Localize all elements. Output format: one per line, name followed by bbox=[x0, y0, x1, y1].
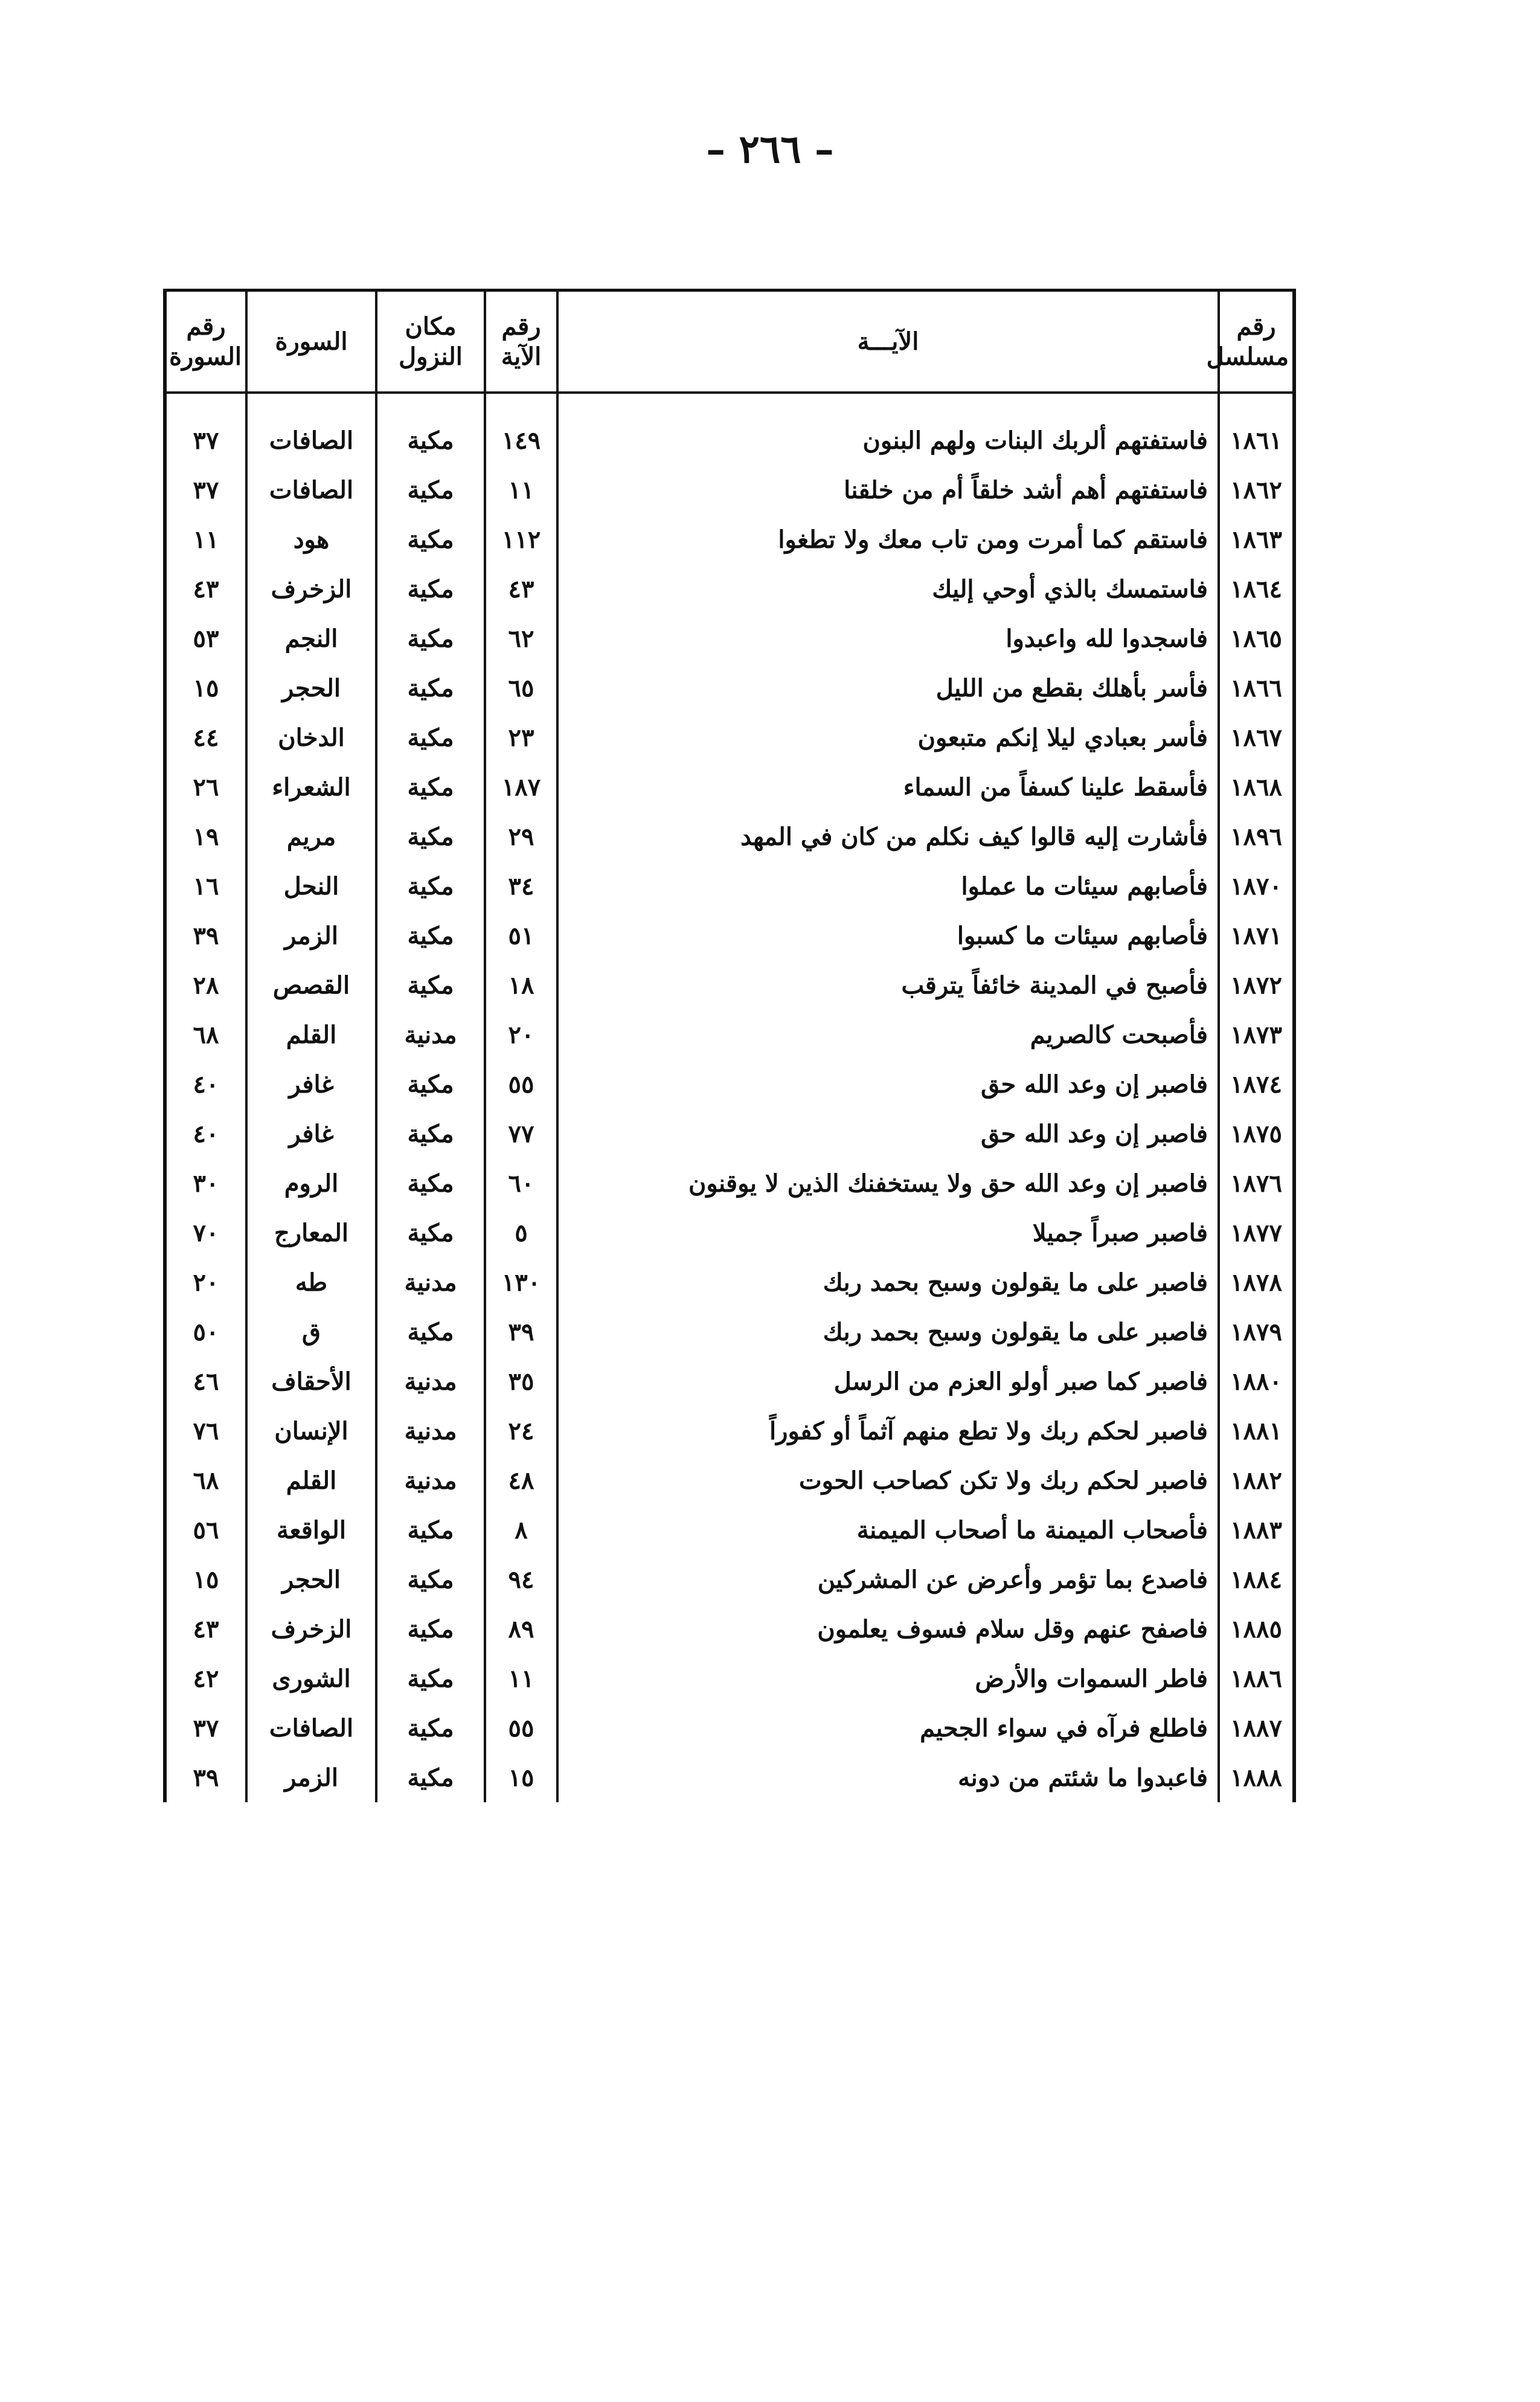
header-verse-number: رقم الآية bbox=[485, 291, 557, 393]
cell-surah: الصافات bbox=[246, 416, 376, 465]
cell-surah: ق bbox=[246, 1307, 376, 1357]
cell-verse: فاستفتهم ألربك البنات ولهم البنون bbox=[557, 416, 1219, 465]
cell-verse-number: ٨٩ bbox=[485, 1604, 557, 1654]
cell-place: مكية bbox=[376, 1703, 485, 1753]
cell-surah: الشعراء bbox=[246, 762, 376, 812]
cell-surah: الواقعة bbox=[246, 1505, 376, 1555]
table-row bbox=[165, 1010, 1294, 1059]
table-row bbox=[165, 1307, 1294, 1357]
cell-place: مكية bbox=[376, 1604, 485, 1654]
cell-surah-number: ٤٤ bbox=[165, 713, 246, 762]
cell-serial: ١٨٨٠ bbox=[1219, 1357, 1294, 1406]
cell-verse: فاصبر إن وعد الله حق ولا يستخفنك الذين لا يوقنون bbox=[557, 1158, 1219, 1208]
cell-verse-number: ٩٤ bbox=[485, 1555, 557, 1604]
cell-serial: ١٨٨٨ bbox=[1219, 1753, 1294, 1802]
cell-verse-number: ٥٥ bbox=[485, 1059, 557, 1109]
table-row bbox=[165, 861, 1294, 911]
cell-surah-number: ٤٢ bbox=[165, 1654, 246, 1703]
cell-serial: ١٨٨١ bbox=[1219, 1406, 1294, 1456]
cell-surah: النجم bbox=[246, 614, 376, 663]
cell-surah-number: ١٥ bbox=[165, 1555, 246, 1604]
cell-serial: ١٨٦١ bbox=[1219, 416, 1294, 465]
verse-table bbox=[163, 289, 1296, 1802]
cell-serial: ١٨٨٧ bbox=[1219, 1703, 1294, 1753]
cell-verse-number: ٤٨ bbox=[485, 1456, 557, 1505]
cell-surah: النحل bbox=[246, 861, 376, 911]
cell-surah: الحجر bbox=[246, 663, 376, 713]
cell-place: مكية bbox=[376, 812, 485, 861]
cell-place: مكية bbox=[376, 1555, 485, 1604]
header-surah-number: رقم السورة bbox=[165, 291, 246, 393]
cell-serial: ١٨٧٢ bbox=[1219, 960, 1294, 1010]
table-row bbox=[165, 1753, 1294, 1802]
table-row bbox=[165, 1059, 1294, 1109]
table-row bbox=[165, 663, 1294, 713]
cell-surah-number: ٦٨ bbox=[165, 1456, 246, 1505]
cell-place: مكية bbox=[376, 1753, 485, 1802]
cell-serial: ١٨٧١ bbox=[1219, 911, 1294, 960]
table-row bbox=[165, 812, 1294, 861]
cell-surah-number: ٤٠ bbox=[165, 1059, 246, 1109]
cell-surah-number: ٣٩ bbox=[165, 1753, 246, 1802]
table-row bbox=[165, 515, 1294, 564]
cell-serial: ١٨٦٥ bbox=[1219, 614, 1294, 663]
cell-verse: فاصدع بما تؤمر وأعرض عن المشركين bbox=[557, 1555, 1219, 1604]
cell-verse-number: ١٨ bbox=[485, 960, 557, 1010]
table-row bbox=[165, 416, 1294, 465]
cell-verse-number: ١٥ bbox=[485, 1753, 557, 1802]
table-row bbox=[165, 1357, 1294, 1406]
cell-verse-number: ٦٥ bbox=[485, 663, 557, 713]
cell-verse: فأصابهم سيئات ما عملوا bbox=[557, 861, 1219, 911]
table-row bbox=[165, 1654, 1294, 1703]
cell-verse-number: ١١ bbox=[485, 1654, 557, 1703]
cell-verse: فأسقط علينا كسفاً من السماء bbox=[557, 762, 1219, 812]
table-row bbox=[165, 1604, 1294, 1654]
cell-place: مكية bbox=[376, 762, 485, 812]
table-row bbox=[165, 1703, 1294, 1753]
table-row bbox=[165, 713, 1294, 762]
cell-place: مدنية bbox=[376, 1456, 485, 1505]
cell-surah-number: ١٥ bbox=[165, 663, 246, 713]
cell-surah: الصافات bbox=[246, 465, 376, 515]
table-row bbox=[165, 762, 1294, 812]
cell-verse-number: ٨ bbox=[485, 1505, 557, 1555]
cell-serial: ١٨٧٦ bbox=[1219, 1158, 1294, 1208]
cell-place: مكية bbox=[376, 1059, 485, 1109]
cell-verse-number: ١٨٧ bbox=[485, 762, 557, 812]
cell-verse-number: ٧٧ bbox=[485, 1109, 557, 1158]
verse-index-table bbox=[163, 289, 1292, 1802]
cell-verse: فأصبح في المدينة خائفاً يترقب bbox=[557, 960, 1219, 1010]
cell-serial: ١٨٩٦ bbox=[1219, 812, 1294, 861]
cell-surah-number: ٥٠ bbox=[165, 1307, 246, 1357]
cell-verse: فأصحاب الميمنة ما أصحاب الميمنة bbox=[557, 1505, 1219, 1555]
cell-surah: طه bbox=[246, 1257, 376, 1307]
cell-surah: الحجر bbox=[246, 1555, 376, 1604]
table-row bbox=[165, 1456, 1294, 1505]
cell-serial: ١٨٦٣ bbox=[1219, 515, 1294, 564]
header-place: مكان النزول bbox=[376, 291, 485, 393]
cell-surah: الزمر bbox=[246, 911, 376, 960]
cell-serial: ١٨٦٧ bbox=[1219, 713, 1294, 762]
table-row bbox=[165, 960, 1294, 1010]
cell-surah-number: ٥٦ bbox=[165, 1505, 246, 1555]
cell-surah-number: ٣٧ bbox=[165, 416, 246, 465]
cell-surah: الإنسان bbox=[246, 1406, 376, 1456]
cell-surah: هود bbox=[246, 515, 376, 564]
cell-verse-number: ٢٤ bbox=[485, 1406, 557, 1456]
cell-place: مكية bbox=[376, 1208, 485, 1257]
cell-verse-number: ٣٥ bbox=[485, 1357, 557, 1406]
cell-surah-number: ٦٨ bbox=[165, 1010, 246, 1059]
table-row bbox=[165, 1406, 1294, 1456]
cell-serial: ١٨٨٢ bbox=[1219, 1456, 1294, 1505]
table-header-row bbox=[165, 291, 1294, 393]
cell-serial: ١٨٨٤ bbox=[1219, 1555, 1294, 1604]
page-number: – ٢٦٦ – bbox=[706, 127, 834, 172]
cell-verse-number: ١١٢ bbox=[485, 515, 557, 564]
cell-verse: فاصبر إن وعد الله حق bbox=[557, 1059, 1219, 1109]
cell-surah-number: ٤٣ bbox=[165, 1604, 246, 1654]
table-body bbox=[165, 416, 1294, 1802]
cell-surah-number: ٣٧ bbox=[165, 1703, 246, 1753]
cell-place: مكية bbox=[376, 1654, 485, 1703]
cell-surah-number: ٣٧ bbox=[165, 465, 246, 515]
cell-verse-number: ٥٥ bbox=[485, 1703, 557, 1753]
cell-serial: ١٨٧٩ bbox=[1219, 1307, 1294, 1357]
cell-serial: ١٨٨٦ bbox=[1219, 1654, 1294, 1703]
cell-surah: القلم bbox=[246, 1456, 376, 1505]
cell-verse: فاصبر إن وعد الله حق bbox=[557, 1109, 1219, 1158]
cell-verse: فأصبحت كالصريم bbox=[557, 1010, 1219, 1059]
cell-surah: الزمر bbox=[246, 1753, 376, 1802]
cell-surah-number: ٤٣ bbox=[165, 564, 246, 614]
table-row bbox=[165, 1505, 1294, 1555]
cell-place: مدنية bbox=[376, 1257, 485, 1307]
cell-place: مكية bbox=[376, 465, 485, 515]
cell-verse: فاستمسك بالذي أوحي إليك bbox=[557, 564, 1219, 614]
cell-surah: القصص bbox=[246, 960, 376, 1010]
cell-verse: فاصبر على ما يقولون وسبح بحمد ربك bbox=[557, 1307, 1219, 1357]
cell-place: مكية bbox=[376, 564, 485, 614]
cell-place: مدنية bbox=[376, 1010, 485, 1059]
cell-surah-number: ٢٨ bbox=[165, 960, 246, 1010]
cell-verse: فاصبر على ما يقولون وسبح بحمد ربك bbox=[557, 1257, 1219, 1307]
table-row bbox=[165, 1257, 1294, 1307]
cell-serial: ١٨٧٨ bbox=[1219, 1257, 1294, 1307]
cell-surah: الدخان bbox=[246, 713, 376, 762]
cell-verse-number: ٢٩ bbox=[485, 812, 557, 861]
cell-verse-number: ٤٣ bbox=[485, 564, 557, 614]
cell-serial: ١٨٧٤ bbox=[1219, 1059, 1294, 1109]
cell-place: مكية bbox=[376, 1158, 485, 1208]
header-serial: رقم مسلسل bbox=[1219, 291, 1294, 393]
cell-surah: الصافات bbox=[246, 1703, 376, 1753]
cell-verse-number: ٥١ bbox=[485, 911, 557, 960]
cell-serial: ١٨٧٣ bbox=[1219, 1010, 1294, 1059]
cell-serial: ١٨٧٥ bbox=[1219, 1109, 1294, 1158]
cell-place: مكية bbox=[376, 614, 485, 663]
table-row bbox=[165, 1208, 1294, 1257]
cell-verse: فاستفتهم أهم أشد خلقاً أم من خلقنا bbox=[557, 465, 1219, 515]
cell-surah-number: ٥٣ bbox=[165, 614, 246, 663]
cell-place: مكية bbox=[376, 960, 485, 1010]
cell-place: مكية bbox=[376, 911, 485, 960]
table-row bbox=[165, 1158, 1294, 1208]
cell-place: مكية bbox=[376, 1109, 485, 1158]
cell-serial: ١٨٧٧ bbox=[1219, 1208, 1294, 1257]
cell-verse-number: ٣٤ bbox=[485, 861, 557, 911]
cell-surah: الزخرف bbox=[246, 1604, 376, 1654]
cell-place: مكية bbox=[376, 1307, 485, 1357]
cell-verse: فاطلع فرآه في سواء الجحيم bbox=[557, 1703, 1219, 1753]
cell-surah-number: ٧٠ bbox=[165, 1208, 246, 1257]
cell-place: مكية bbox=[376, 713, 485, 762]
cell-verse-number: ٦٢ bbox=[485, 614, 557, 663]
cell-surah-number: ٣٩ bbox=[165, 911, 246, 960]
cell-verse-number: ٣٩ bbox=[485, 1307, 557, 1357]
cell-surah: الروم bbox=[246, 1158, 376, 1208]
cell-surah-number: ١٦ bbox=[165, 861, 246, 911]
cell-serial: ١٨٦٨ bbox=[1219, 762, 1294, 812]
cell-surah: الزخرف bbox=[246, 564, 376, 614]
cell-surah: غافر bbox=[246, 1109, 376, 1158]
cell-verse-number: ٢٣ bbox=[485, 713, 557, 762]
cell-verse-number: ٦٠ bbox=[485, 1158, 557, 1208]
cell-verse: فاصبر لحكم ربك ولا تكن كصاحب الحوت bbox=[557, 1456, 1219, 1505]
cell-verse: فأسر بأهلك بقطع من الليل bbox=[557, 663, 1219, 713]
cell-verse: فأسر بعبادي ليلا إنكم متبعون bbox=[557, 713, 1219, 762]
cell-surah: غافر bbox=[246, 1059, 376, 1109]
cell-serial: ١٨٨٣ bbox=[1219, 1505, 1294, 1555]
cell-serial: ١٨٦٢ bbox=[1219, 465, 1294, 515]
cell-serial: ١٨٦٦ bbox=[1219, 663, 1294, 713]
cell-surah: مريم bbox=[246, 812, 376, 861]
cell-verse-number: ٥ bbox=[485, 1208, 557, 1257]
cell-verse: فاصبر كما صبر أولو العزم من الرسل bbox=[557, 1357, 1219, 1406]
table-row bbox=[165, 1555, 1294, 1604]
cell-surah-number: ٢٠ bbox=[165, 1257, 246, 1307]
cell-verse: فاستقم كما أمرت ومن تاب معك ولا تطغوا bbox=[557, 515, 1219, 564]
cell-place: مكية bbox=[376, 861, 485, 911]
cell-serial: ١٨٨٥ bbox=[1219, 1604, 1294, 1654]
cell-verse: فاطر السموات والأرض bbox=[557, 1654, 1219, 1703]
header-verse: الآيـــة bbox=[557, 291, 1219, 393]
cell-place: مكية bbox=[376, 1505, 485, 1555]
cell-verse: فأصابهم سيئات ما كسبوا bbox=[557, 911, 1219, 960]
cell-surah-number: ٤٠ bbox=[165, 1109, 246, 1158]
cell-serial: ١٨٦٤ bbox=[1219, 564, 1294, 614]
cell-serial: ١٨٧٠ bbox=[1219, 861, 1294, 911]
cell-verse: فاعبدوا ما شئتم من دونه bbox=[557, 1753, 1219, 1802]
cell-surah: القلم bbox=[246, 1010, 376, 1059]
header-surah: السورة bbox=[246, 291, 376, 393]
cell-surah-number: ٣٠ bbox=[165, 1158, 246, 1208]
cell-verse-number: ١١ bbox=[485, 465, 557, 515]
cell-verse: فاصبر صبراً جميلا bbox=[557, 1208, 1219, 1257]
cell-place: مكية bbox=[376, 515, 485, 564]
cell-surah-number: ٧٦ bbox=[165, 1406, 246, 1456]
cell-verse-number: ١٤٩ bbox=[485, 416, 557, 465]
table-row bbox=[165, 1109, 1294, 1158]
cell-verse: فأشارت إليه قالوا كيف نكلم من كان في المهد bbox=[557, 812, 1219, 861]
cell-verse: فاصبر لحكم ربك ولا تطع منهم آثماً أو كفوراً bbox=[557, 1406, 1219, 1456]
cell-surah: الأحقاف bbox=[246, 1357, 376, 1406]
table-row bbox=[165, 465, 1294, 515]
cell-surah-number: ١٩ bbox=[165, 812, 246, 861]
cell-verse: فاصفح عنهم وقل سلام فسوف يعلمون bbox=[557, 1604, 1219, 1654]
cell-surah-number: ٢٦ bbox=[165, 762, 246, 812]
cell-surah: الشورى bbox=[246, 1654, 376, 1703]
cell-place: مكية bbox=[376, 663, 485, 713]
cell-verse-number: ٢٠ bbox=[485, 1010, 557, 1059]
cell-surah-number: ١١ bbox=[165, 515, 246, 564]
table-row bbox=[165, 564, 1294, 614]
cell-verse: فاسجدوا لله واعبدوا bbox=[557, 614, 1219, 663]
table-row bbox=[165, 911, 1294, 960]
table-row bbox=[165, 614, 1294, 663]
cell-place: مدنية bbox=[376, 1406, 485, 1456]
cell-surah: المعارج bbox=[246, 1208, 376, 1257]
cell-place: مكية bbox=[376, 416, 485, 465]
cell-surah-number: ٤٦ bbox=[165, 1357, 246, 1406]
cell-place: مدنية bbox=[376, 1357, 485, 1406]
cell-verse-number: ١٣٠ bbox=[485, 1257, 557, 1307]
header-spacer-row bbox=[165, 393, 1294, 416]
